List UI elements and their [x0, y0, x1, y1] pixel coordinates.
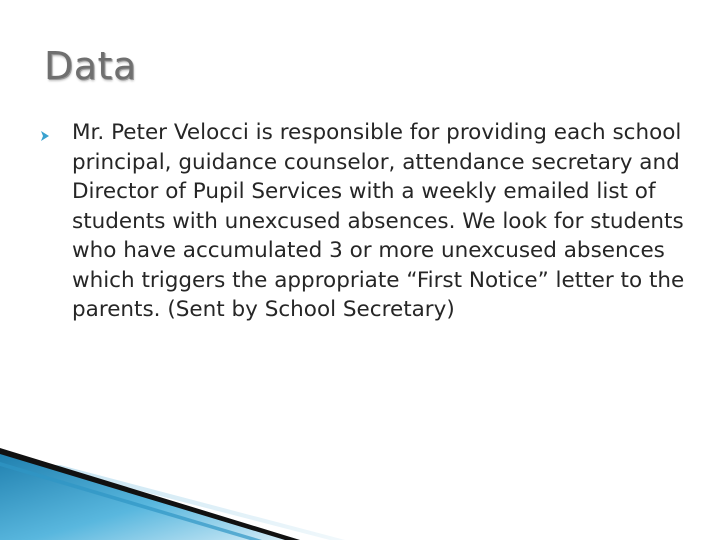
slide-title: Data — [44, 44, 137, 88]
decorative-wave-graphic — [0, 440, 720, 540]
arrow-bullet-icon — [40, 131, 50, 141]
bullet-item — [40, 118, 700, 325]
bullet-list — [40, 118, 700, 325]
bullet-text: Mr. Peter Velocci is responsible for providing each school principal, guidance counselor, attendance secretary and Director of Pupil Services with a weekly emailed list of students with unexcused absences. We look for students who have accumulated 3 or more unexcused absences which triggers the appropriate “First Notice” letter to the parents. (Sent by School Secretary) — [72, 120, 685, 322]
